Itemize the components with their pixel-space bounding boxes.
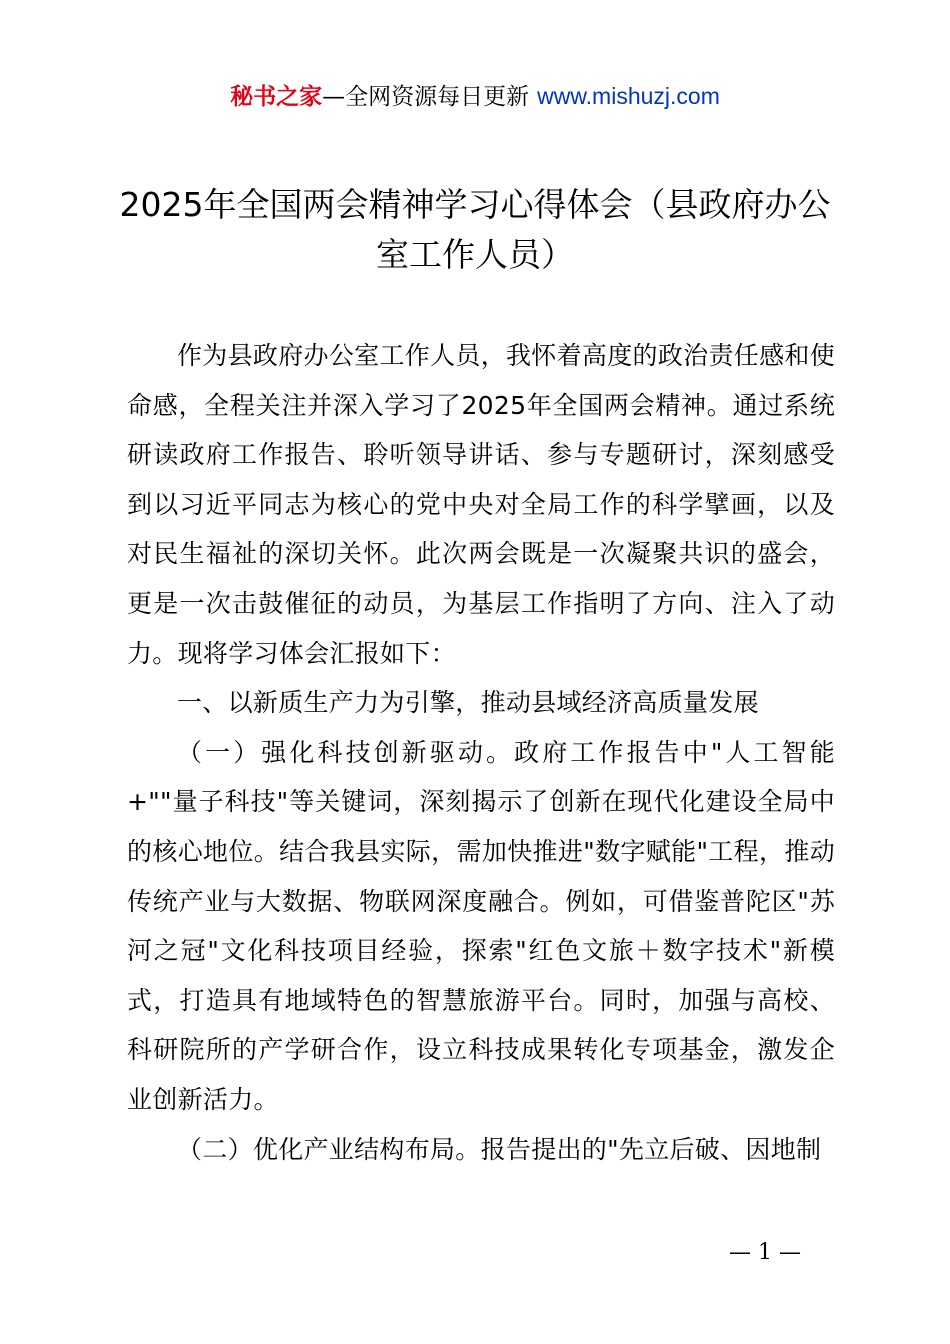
brand-name: 秘书之家 xyxy=(230,84,323,110)
document-body xyxy=(127,331,835,1174)
page-number: — 1 — xyxy=(729,1240,801,1265)
document-title: 2025年全国两会精神学习心得体会（县政府办公室工作人员） xyxy=(119,185,831,274)
section-heading: 一、以新质生产力为引擎，推动县域经济高质量发展 xyxy=(177,688,759,718)
body-paragraph: （二）优化产业结构布局。报告提出的"先立后破、因地制 xyxy=(177,1134,822,1164)
body-paragraph: （一）强化科技创新驱动。政府工作报告中"人工智能+""量子科技"等关键词，深刻揭示了创新在现代化建设全局中的核心地位。结合我县实际，需加快推进"数字赋能"工程，推动传统产业与大数据、物联网深度融合。例如，可借鉴普陀区"苏河之冠"文化科技项目经验，探索"红色文旅＋数字技术"新模式，打造具有地域特色的智慧旅游平台。同时，加强与高校、科研院所的产学研合作，设立科技成果转化专项基金，激发企业创新活力。 xyxy=(127,737,835,1114)
intro-paragraph: 作为县政府办公室工作人员，我怀着高度的政治责任感和使命感，全程关注并深入学习了2025年全国两会精神。通过系统研读政府工作报告、聆听领导讲话、参与专题研讨，深刻感受到以习近平同志为核心的党中央对全局工作的科学擘画，以及对民生福祉的深切关怀。此次两会既是一次凝聚共识的盛会，更是一次击鼓催征的动员，为基层工作指明了方向、注入了动力。现将学习体会汇报如下： xyxy=(127,341,835,668)
site-header xyxy=(0,80,950,113)
header-tagline: —全网资源每日更新 xyxy=(322,84,530,110)
site-url-link[interactable]: www.mishuzj.com xyxy=(537,83,720,109)
